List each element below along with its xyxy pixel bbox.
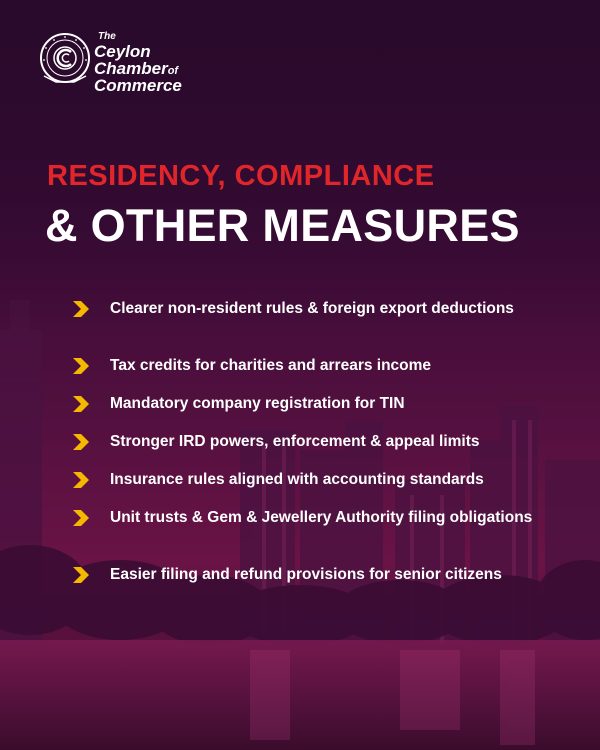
chevron-right-icon xyxy=(70,395,92,413)
chevron-right-icon xyxy=(70,300,92,318)
heading-line-2: & OTHER MEASURES xyxy=(45,200,520,251)
chamber-seal-icon xyxy=(38,32,94,88)
logo-ceylon-text: Ceylon xyxy=(94,42,151,61)
measure-text: Mandatory company registration for TIN xyxy=(110,395,405,412)
chevron-right-icon xyxy=(70,566,92,584)
measure-text: Stronger IRD powers, enforcement & appeal limits xyxy=(110,433,480,450)
chevron-right-icon xyxy=(70,509,92,527)
measure-text: Easier filing and refund provisions for senior citizens xyxy=(110,566,502,583)
logo-chamber-text: Chamber xyxy=(94,59,168,78)
measure-text: Clearer non-resident rules & foreign export deductions xyxy=(110,300,514,317)
logo-the-text: The xyxy=(98,31,116,42)
logo-commerce-text: Commerce xyxy=(94,76,182,95)
measure-text: Unit trusts & Gem & Jewellery Authority filing obligations xyxy=(110,509,533,526)
chevron-right-icon xyxy=(70,471,92,489)
chamber-logo xyxy=(38,31,198,95)
chevron-right-icon xyxy=(70,357,92,375)
measure-text: Insurance rules aligned with accounting standards xyxy=(110,471,484,488)
measure-text: Tax credits for charities and arrears income xyxy=(110,357,432,374)
logo-of-text: of xyxy=(167,65,179,77)
chevron-right-icon xyxy=(70,433,92,451)
heading-line-1: RESIDENCY, COMPLIANCE xyxy=(47,160,435,192)
